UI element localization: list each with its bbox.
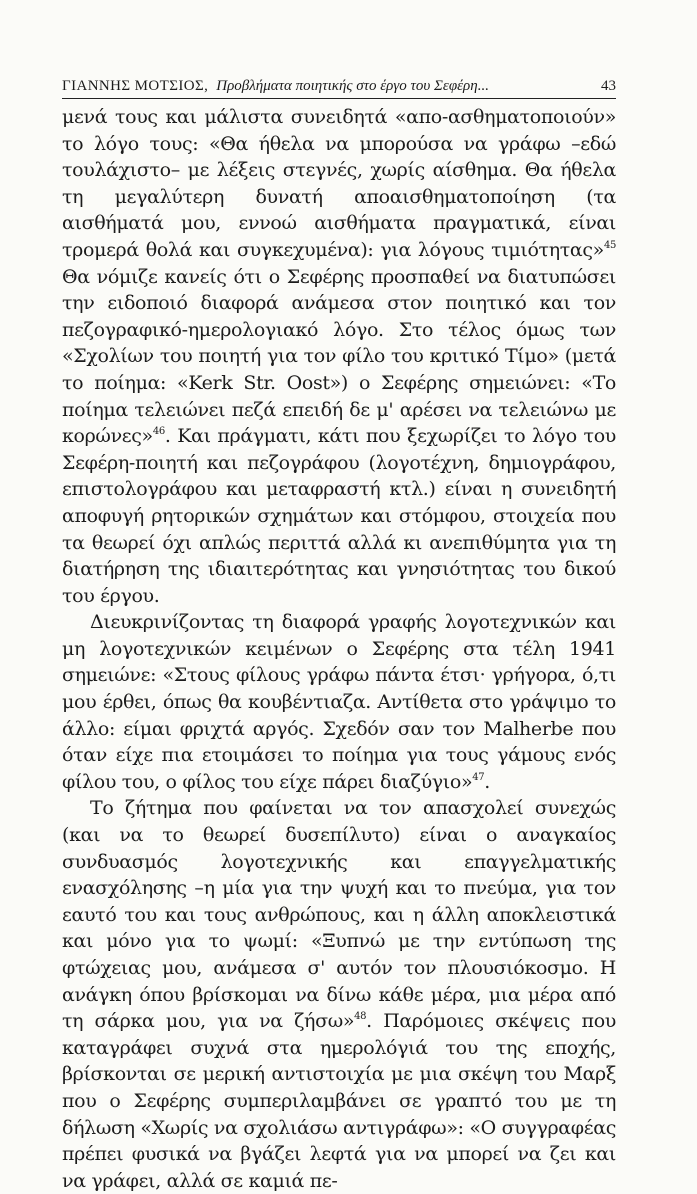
paragraph-text: Θα νόμιζε κανείς ότι ο Σεφέρης προσπαθεί να διατυπώσει την ειδοποιό διαφορά ανάμεσα στον ποιητικό και τον πεζογραφικό-ημερολογιακό λόγο. Στο τέλος όμως των «Σχολίων του ποιητή για τον φίλο του κριτικό Τίμο» (μετά το ποίημα: «Kerk Str. Oost») ο Σεφέρης σημειώνει: «Το ποίημα τελειώνει πεζά επειδή δε μ' αρέσει να τελειώνω με κορώνες»: [62, 265, 616, 448]
footnote-ref[interactable]: 47: [472, 771, 485, 783]
header-author: ΓΙΑΝΝΗΣ ΜΟΤΣΙΟΣ,: [62, 78, 209, 94]
footnote-ref[interactable]: 46: [152, 426, 165, 438]
paragraph-text: μενά τους και μάλιστα συνειδητά «απο-ασθηματοποιούν» το λόγο τους: «Θα ήθελα να μπορούσα να γράφω –εδώ τουλάχιστο– με λέξεις στεγνές, χωρίς αίσθημα. Θα ήθελα τη μεγαλύτερη δυνατή αποαισθηματοποίηση (τα αισθήματά μου, εννοώ αισθήματα πραγματικά, είναι τρομερά θολά και συγκεχυμένα): για λόγους τιμιότητας»: [62, 106, 616, 261]
paragraph-text: Το ζήτημα που φαίνεται να τον απασχολεί συνεχώς (και να το θεωρεί δυσεπίλυτο) είναι ο αναγκαίος συνδυασμός λογοτεχνικής και επαγγελματικής ενασχόλησης –η μία για την ψυχή και το πνεύμα, για τον εαυτό του και τους ανθρώπους, και η άλλη αποκλειστικά και μόνο για το ψωμί: «Ξυπνώ με την εντύπωση της φτώχειας μου, ανάμεσα σ' αυτόν τον πλουσιόκοσμο. Η ανάγκη όπου βρίσκομαι να δίνω κάθε μέρα, μια μέρα από τη σάρκα μου, για να ζήσω»: [62, 797, 616, 1033]
page-number: 43: [601, 78, 616, 94]
footnote-ref[interactable]: 45: [603, 239, 616, 251]
footnote-ref[interactable]: 48: [354, 1011, 367, 1023]
header-rule: [62, 98, 616, 99]
header-book-title: Προβλήματα ποιητικής στο έργο του Σεφέρη...: [216, 78, 489, 94]
paragraph-3: [62, 795, 616, 1194]
running-header: [62, 76, 616, 96]
main-text: [62, 104, 616, 1194]
paragraph-text: . Και πράγματι, κάτι που ξεχωρίζει το λόγο του Σεφέρη-ποιητή και πεζογράφου (λογοτέχνη, δημιογράφου, επιστολογράφου και μεταφραστή κτλ.) είναι η συνειδητή αποφυγή ρητορικών σχημάτων και στόμφου, στοιχεία που τα θεωρεί όχι απλώς περιττά αλλά κι ανεπιθύμητα για τη διατήρηση της ιδιαιτερότητας και γνησιότητας του δικού του έργου.: [62, 425, 616, 607]
paragraph-1: [62, 104, 616, 609]
paragraph-text: Διευκρινίζοντας τη διαφορά γραφής λογοτεχνικών και μη λογοτεχνικών κειμένων ο Σεφέρης στα τέλη 1941 σημειώνε: «Στους φίλους γράφω πάντα έτσι· γρήγορα, ό,τι μου έρθει, όπως θα κουβέντιαζα. Αντίθετα στο γράψιμο το άλλο: είμαι φριχτά αργός. Σχεδόν σαν τον Malherbe που όταν είχε πια ετοιμάσει το ποίημα για τους γάμους ενός φίλου του, ο φίλος του είχε πάρει διαζύγιο»: [62, 611, 616, 793]
paragraph-text: . Παρόμοιες σκέψεις που καταγράφει συχνά στα ημερολόγιά του της εποχής, βρίσκονται σε μερική αντιστοιχία με μια σκέψη του Μαρξ που ο Σεφέρης συμπεριλαμβάνει σε γραπτό του με τη δήλωση «Χωρίς να σχολιάσω αντιγράφω»: «Ο συγγραφέας πρέπει φυσικά να βγάζει λεφτά για να μπορεί να ζει και να γράφει, αλλά σε καμιά πε-: [62, 1010, 616, 1192]
paragraph-2: [62, 609, 616, 795]
paragraph-text: .: [484, 770, 490, 793]
